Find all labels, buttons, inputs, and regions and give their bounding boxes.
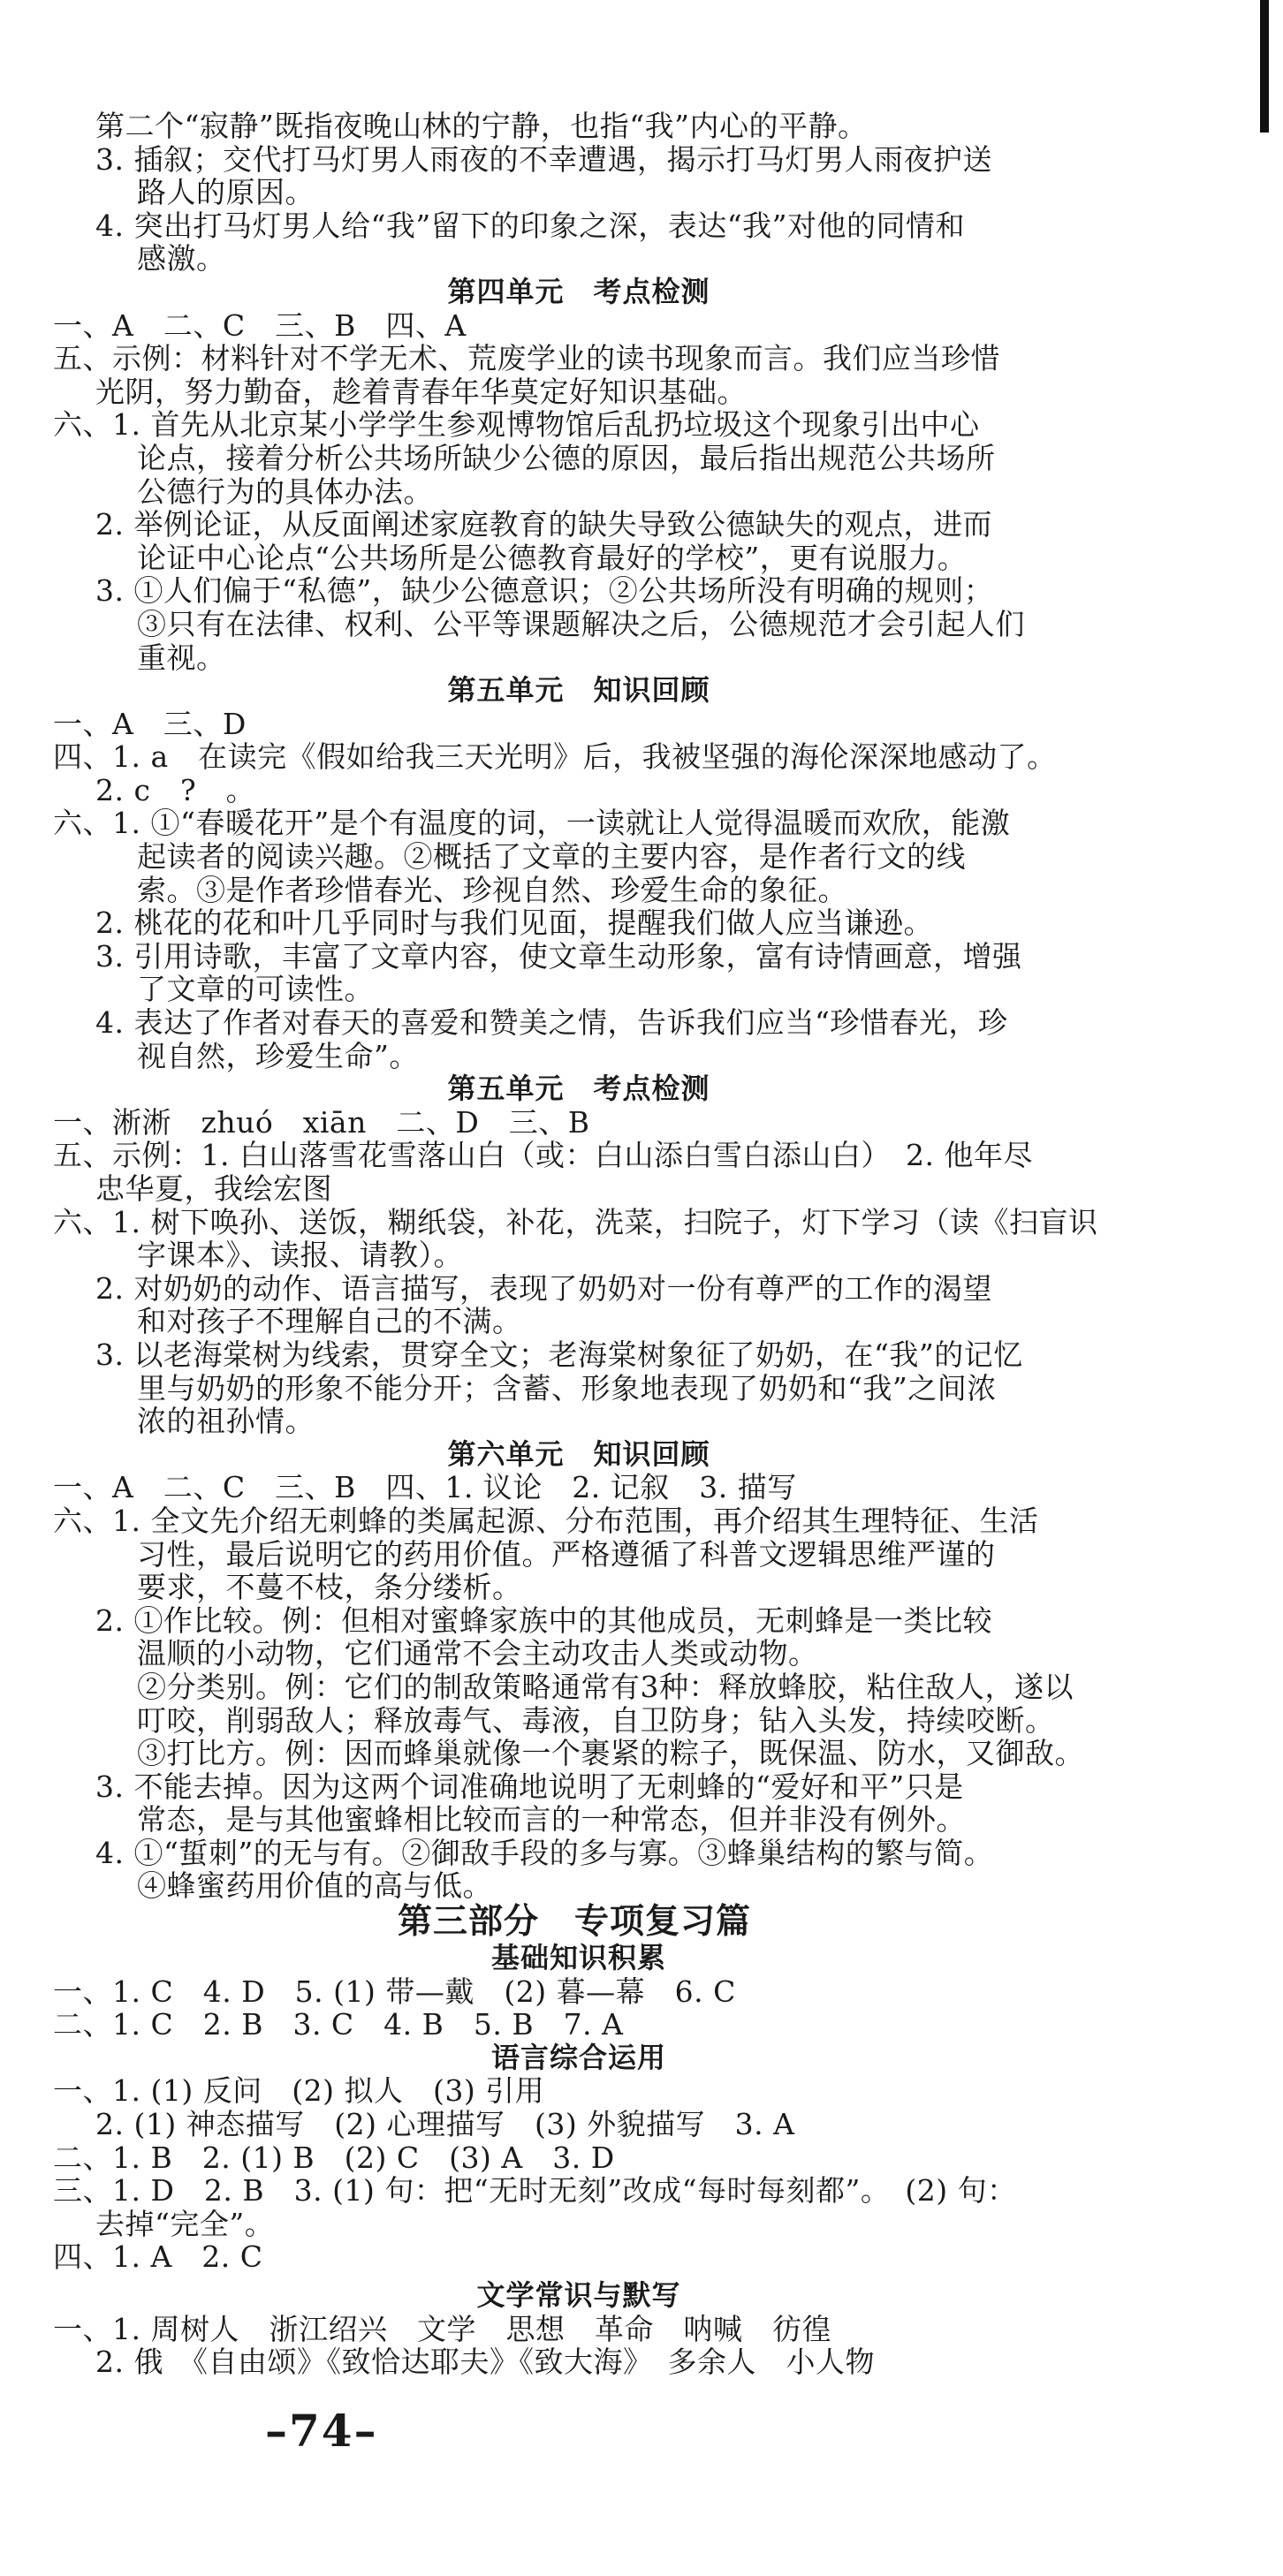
text-line: 3. 以老海棠树为线索，贯穿全文；老海棠树象征了奶奶，在“我”的记忆 (95, 1337, 1023, 1372)
text-line: 一、A 二、C 三、B 四、1. 议论 2. 记叙 3. 描写 (53, 1470, 797, 1505)
text-line: 五、示例：1. 白山落雪花雪落山白（或：白山添白雪白添山白） 2. 他年尽 (53, 1138, 1033, 1173)
text-line: 四、1. A 2. C (53, 2239, 263, 2275)
text-line: 一、淅淅 zhuó xiān 二、D 三、B (53, 1104, 590, 1140)
text-line: 一、1. C 4. D 5. (1) 带—戴 (2) 暮—幕 6. C (53, 1974, 736, 2009)
text-line: 一、1. (1) 反问 (2) 拟人 (3) 引用 (53, 2073, 545, 2109)
part-title: 第三部分 专项复习篇 (397, 1902, 751, 1943)
text-line: ②分类别。例：它们的制敌策略通常有3种：释放蜂胶，粘住敌人，遂以 (137, 1669, 1074, 1704)
section-heading: 第五单元 考点检测 (447, 1072, 710, 1106)
text-line: 叮咬，削弱敌人；释放毒气、毒液，自卫防身；钻入头发，持续咬断。 (137, 1702, 1055, 1738)
text-line: 五、示例：材料针对不学无术、荒废学业的读书现象而言。我们应当珍惜 (53, 341, 1000, 376)
section-heading: 第四单元 考点检测 (447, 274, 710, 308)
section-heading: 语言综合运用 (490, 2040, 666, 2074)
text-line: ③打比方。例：因而蜂巢就像一个裹紧的粽子，既保温、防水，又御敌。 (137, 1736, 1084, 1771)
text-line: 2. (1) 神态描写 (2) 心理描写 (3) 外貌描写 3. A (95, 2107, 795, 2142)
text-line: 2. 俄 《自由颂》《致恰达耶夫》《致大海》 多余人 小人物 (95, 2345, 875, 2380)
text-line: 2. 桃花的花和叶几乎同时与我们见面，提醒我们做人应当谦逊。 (95, 905, 933, 941)
text-line: 起读者的阅读兴趣。②概括了文章的主要内容，是作者行文的线 (137, 839, 966, 875)
text-line: ④蜂蜜药用价值的高与低。 (137, 1868, 492, 1904)
text-line: 感激。 (137, 241, 226, 277)
text-line: 浓的祖孙情。 (137, 1404, 315, 1439)
text-line: 光阴，努力勤奋，趁着青春年华莫定好知识基础。 (95, 374, 747, 409)
text-line: 六、1. ①“春暖花开”是个有温度的词，一读就让人觉得温暖而欢欣，能激 (53, 806, 1011, 841)
text-line: 4. ①“蜇刺”的无与有。②御敌手段的多与寡。③蜂巢结构的繁与简。 (95, 1835, 994, 1870)
text-line: 3. 不能去掉。因为这两个词准确地说明了无刺蜂的“爱好和平”只是 (95, 1769, 964, 1804)
text-line: 论点，接着分析公共场所缺少公德的原因，最后指出规范公共场所 (137, 440, 996, 475)
answer-key-page (53, 109, 1098, 2380)
text-line: 2. 举例论证，从反面阐述家庭教育的缺失导致公德缺失的观点，进而 (95, 507, 992, 542)
text-line: 二、1. B 2. (1) B (2) C (3) A 3. D (53, 2140, 615, 2175)
text-line: 二、1. C 2. B 3. C 4. B 5. B 7. A (53, 2007, 624, 2042)
text-line: ③只有在法律、权利、公平等课题解决之后，公德规范才会引起人们 (137, 606, 1025, 641)
text-line: 2. c ? 。 (95, 772, 256, 807)
section-heading: 文学常识与默写 (476, 2278, 681, 2312)
text-line: 第二个“寂静”既指夜晚山林的宁静，也指“我”内心的平静。 (95, 109, 868, 143)
text-line: 视自然，珍爱生命”。 (137, 1038, 419, 1073)
section-heading: 基础知识积累 (490, 1941, 666, 1975)
text-line: 六、1. 全文先介绍无刺蜂的类属起源、分布范围，再介绍其生理特征、生活 (53, 1503, 1039, 1538)
text-line: 索。③是作者珍惜春光、珍视自然、珍爱生命的象征。 (137, 872, 847, 907)
text-line: 3. ①人们偏于“私德”，缺少公德意识；②公共场所没有明确的规则； (95, 573, 994, 609)
text-line: 忠华夏，我绘宏图 (95, 1171, 332, 1206)
text-line: 4. 突出打马灯男人给“我”留下的印象之深，表达“我”对他的同情和 (95, 208, 965, 243)
text-line: 四、1. a 在读完《假如给我三天光明》后，我被坚强的海伦深深地感动了。 (53, 739, 1057, 775)
text-line: 2. ①作比较。例：但相对蜜蜂家族中的其他成员，无刺蜂是一类比较 (95, 1602, 992, 1638)
text-line: 温顺的小动物，它们通常不会主动攻击人类或动物。 (137, 1636, 818, 1671)
text-line: 去掉“完全”。 (95, 2206, 275, 2241)
text-line: 一、A 三、D (53, 706, 247, 741)
text-line: 里与奶奶的形象不能分开；含蓄、形象地表现了奶奶和“我”之间浓 (137, 1370, 997, 1405)
text-line: 字课本》、读报、请教）。 (137, 1238, 463, 1273)
text-line: 六、1. 树下唤孙、送饭，糊纸袋，补花，洗菜，扫院子，灯下学习（读《扫盲识 (53, 1204, 1098, 1239)
text-line: 三、1. D 2. B 3. (1) 句：把“无时无刻”改成“每时每刻都”。 (2) 句： (53, 2173, 1017, 2209)
section-heading: 第六单元 知识回顾 (447, 1436, 710, 1471)
text-line: 六、1. 首先从北京某小学学生参观博物馆后乱扔垃圾这个现象引出中心 (53, 407, 980, 443)
page-edge-bar (1260, 0, 1269, 133)
text-line: 一、A 二、C 三、B 四、A (53, 307, 467, 343)
text-line: 公德行为的具体办法。 (137, 474, 433, 509)
text-line: 习性，最后说明它的药用价值。严格遵循了科普文逻辑思维严谨的 (137, 1536, 996, 1572)
text-line: 要求，不蔓不枝，条分缕析。 (137, 1570, 522, 1605)
text-line: 和对孩子不理解自己的不满。 (137, 1304, 522, 1339)
page-number: –74– (265, 2405, 378, 2457)
text-line: 路人的原因。 (137, 175, 315, 210)
text-line: 3. 引用诗歌，丰富了文章内容，使文章生动形象，富有诗情画意，增强 (95, 938, 1022, 974)
text-line: 了文章的可读性。 (137, 972, 374, 1007)
text-line: 论证中心论点“公共场所是公德教育最好的学校”，更有说服力。 (137, 540, 968, 575)
text-line: 2. 对奶奶的动作、语言描写，表现了奶奶对一份有尊严的工作的渴望 (95, 1270, 992, 1306)
text-line: 常态，是与其他蜜蜂相比较而言的一种常态，但并非没有例外。 (137, 1802, 966, 1837)
text-line: 重视。 (137, 640, 226, 675)
text-line: 一、1. 周树人 浙江绍兴 文学 思想 革命 呐喊 彷徨 (53, 2311, 831, 2346)
text-line: 3. 插叙；交代打马灯男人雨夜的不幸遭遇，揭示打马灯男人雨夜护送 (95, 141, 992, 177)
text-line: 4. 表达了作者对春天的喜爱和赞美之情，告诉我们应当“珍惜春光，珍 (95, 1005, 1008, 1041)
section-heading: 第五单元 知识回顾 (447, 673, 710, 708)
